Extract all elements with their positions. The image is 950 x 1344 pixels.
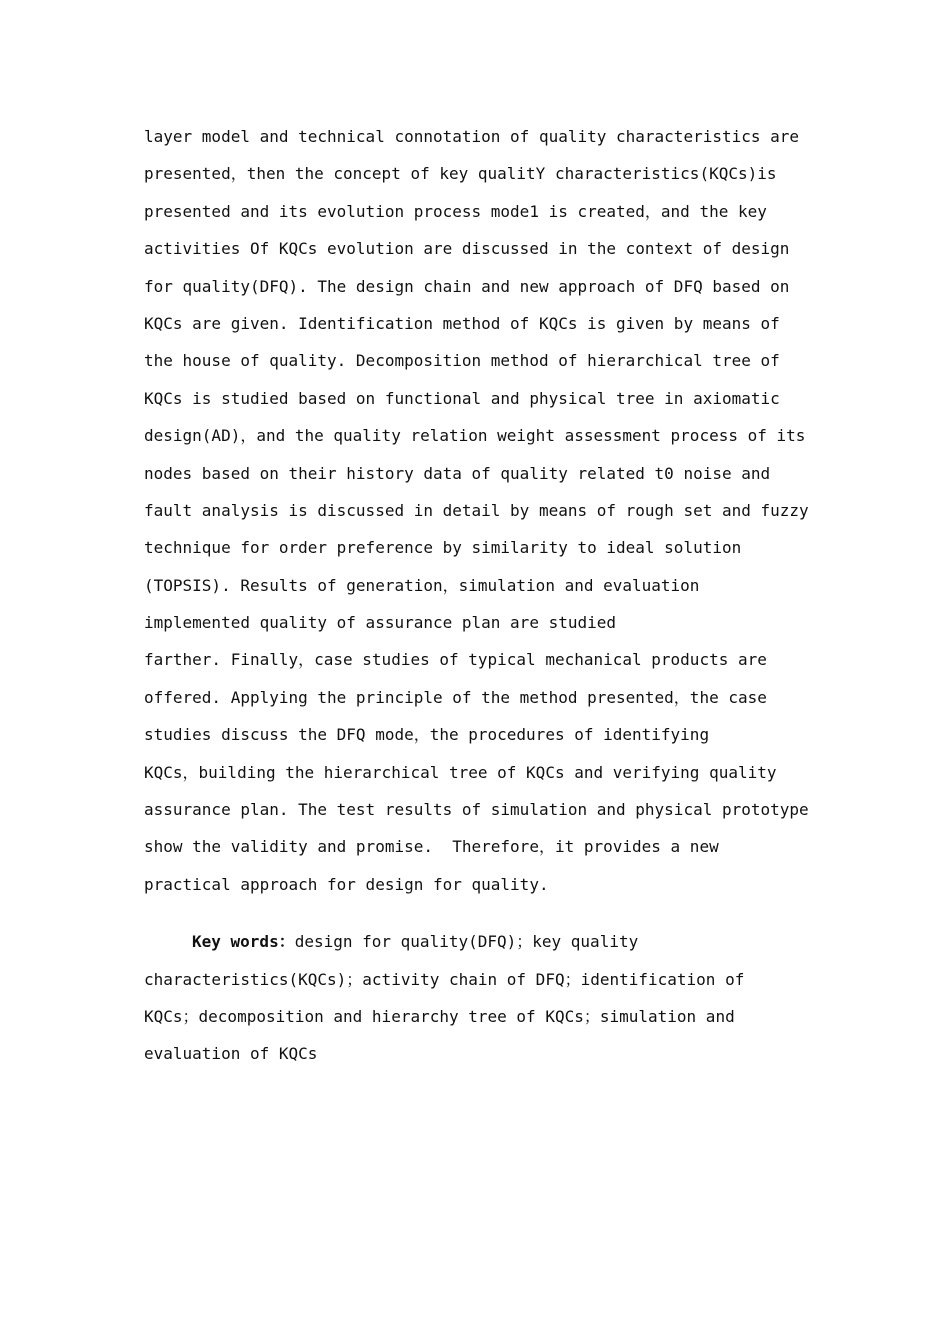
abstract-line: activities Of KQCs evolution are discussed in the context of design — [144, 239, 790, 259]
keywords-first-line — [144, 927, 824, 964]
abstract-line: KQCs is studied based on functional and physical tree in axiomatic — [144, 388, 780, 408]
paragraph-gap — [144, 907, 824, 927]
abstract-line: design(AD)，and the quality relation weight assessment process of its — [144, 426, 806, 446]
abstract-line: layer model and technical connotation of quality characteristics are — [144, 127, 800, 146]
abstract-line: implemented quality of assurance plan are studied — [144, 613, 617, 633]
keywords-label: Key words： — [192, 932, 295, 952]
abstract-line: for quality(DFQ). The design chain and new approach of DFQ based on — [144, 276, 790, 296]
keywords-line: KQCs；decomposition and hierarchy tree of KQCs；simulation and — [144, 1006, 735, 1026]
abstract-line: the house of quality. Decomposition method of hierarchical tree of — [144, 351, 780, 371]
abstract-line: offered. Applying the principle of the method presented，the case — [144, 687, 767, 707]
abstract-line: nodes based on their history data of quality related t0 noise and — [144, 463, 771, 483]
abstract-line: presented and its evolution process mode1 is created，and the key — [144, 201, 767, 221]
abstract-line: show the validity and promise. Therefore，it provides a new — [144, 837, 719, 857]
abstract-line: assurance plan. The test results of simulation and physical prototype — [144, 800, 809, 820]
keywords-text: design for quality(DFQ)；key quality — [294, 932, 639, 952]
abstract-line: practical approach for design for quality. — [144, 874, 549, 894]
abstract-line: studies discuss the DFQ mode，the procedures of identifying — [144, 725, 710, 745]
abstract-line: presented，then the concept of key qualitY characteristics(KQCs)is — [144, 164, 777, 184]
document-page — [144, 122, 824, 1077]
abstract-line: fault analysis is discussed in detail by means of rough set and fuzzy — [144, 500, 809, 520]
abstract-line: KQCs，building the hierarchical tree of KQCs and verifying quality — [144, 762, 777, 782]
abstract-line: (TOPSIS). Results of generation，simulation and evaluation — [144, 575, 700, 595]
abstract-line: farther. Finally，case studies of typical mechanical products are — [144, 650, 767, 670]
keywords-section — [144, 927, 824, 1077]
keywords-line: characteristics(KQCs)；activity chain of DFQ；identification of — [144, 969, 745, 989]
keywords-line: evaluation of KQCs — [144, 1044, 318, 1064]
abstract-body — [144, 122, 824, 907]
abstract-line: KQCs are given. Identification method of KQCs is given by means of — [144, 313, 780, 333]
abstract-line: technique for order preference by similarity to ideal solution — [144, 538, 742, 558]
